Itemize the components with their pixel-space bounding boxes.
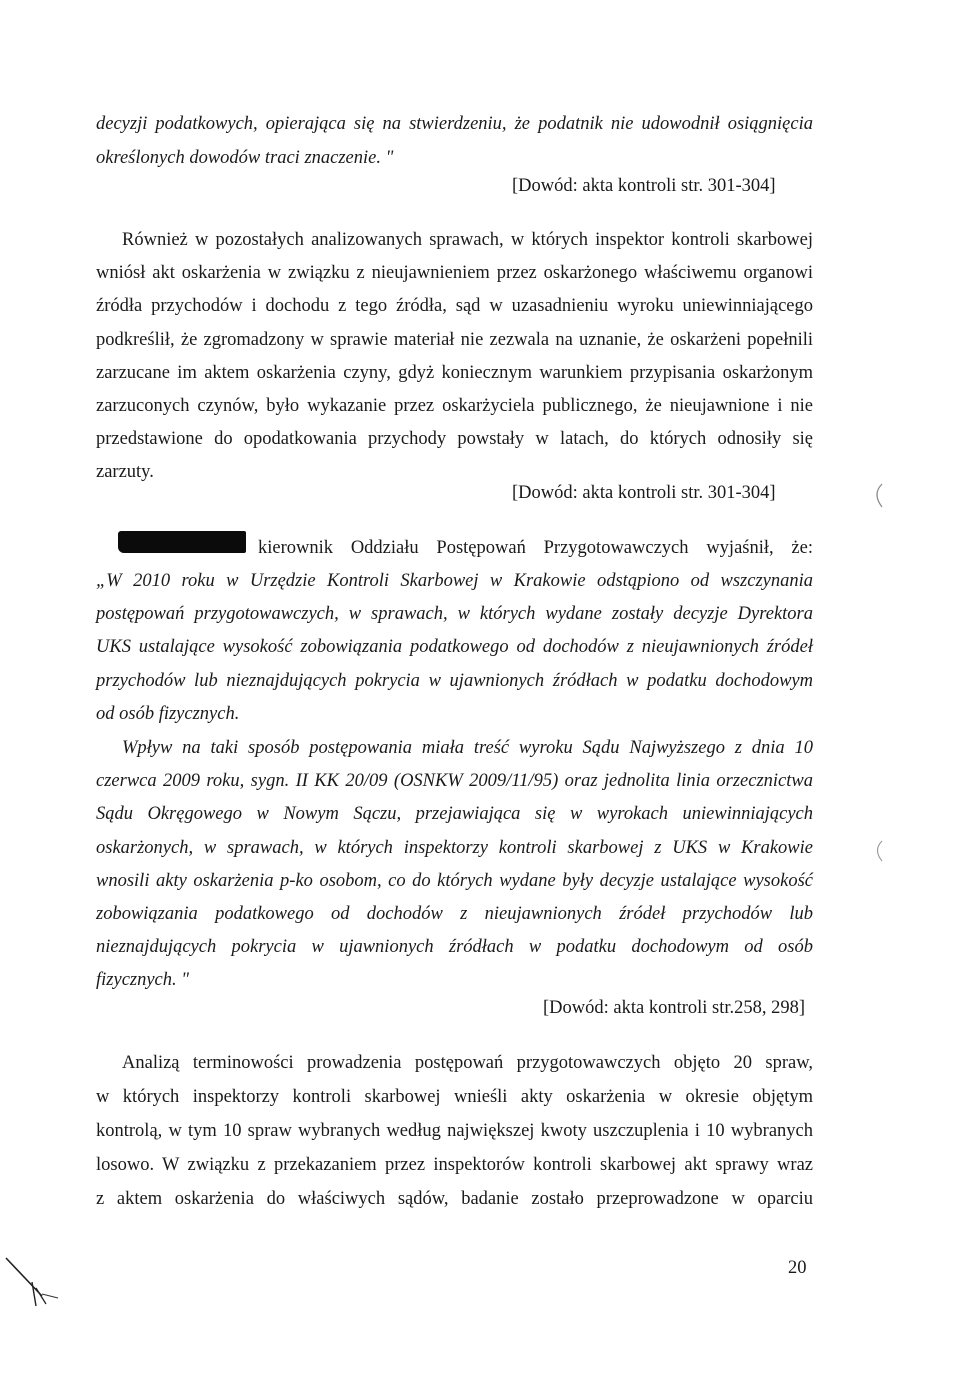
scan-mark [868,480,886,510]
scan-mark [870,838,886,864]
text-line: zarzucane im aktem oskarżenia czyny, gdyż koniecznym warunkiem przypisania oskarżonym [96,362,813,383]
text-line: Sądu Okręgowego w Nowym Sączu, przejawiająca się w wyrokach uniewinniających [96,804,813,825]
evidence-reference: [Dowód: akta kontroli str.258, 298] [543,998,806,1018]
body-paragraph [96,1046,813,1216]
text-line: Również w pozostałych analizowanych sprawach, w których inspektor kontroli skarbowej [122,230,813,250]
text-line: kontrolą, w tym 10 spraw wybranych według największej kwoty uszczuplenia i 10 wybranych [96,1121,813,1141]
page-number: 20 [788,1258,807,1278]
text-line: nieznajdujących pokrycia w ujawnionych źródłach w podatku dochodowym od osób [96,937,813,958]
text-line: z aktem oskarżenia do właściwych sądów, badanie zostało przeprowadzone w oparciu [96,1189,813,1209]
corner-scribble [2,1254,72,1314]
text-line: oskarżonych, w sprawach, w których inspektorzy kontroli skarbowej z UKS w Krakowie [96,837,813,858]
text-line: podkreślił, że zgromadzony w sprawie materiał nie zezwala na uznanie, że oskarżeni popełnili [96,329,813,350]
text-line: zarzuty. [96,462,154,483]
redaction-bar [118,531,246,553]
text-line: zarzuconych czynów, było wykazanie przez oskarżyciela publicznego, że nieujawnione i nie [96,396,813,417]
text-line: losowo. W związku z przekazaniem przez inspektorów kontroli skarbowej akt sprawy wraz [96,1155,813,1175]
text-line: od osób fizycznych. [96,703,240,724]
text-line: decyzji podatkowych, opierająca się na stwierdzeniu, że podatnik nie udowodnił osiągnięcia [96,114,813,134]
text-line: przedstawione do opodatkowania przychody powstały w latach, do których odnosiły się [96,429,813,450]
text-line: określonych dowodów traci znaczenie. " [96,148,394,168]
body-paragraph [96,224,813,490]
text-line: Wpływ na taki sposób postępowania miała treść wyroku Sądu Najwyższego z dnia 10 [122,738,813,758]
text-line: postępowań przygotowawczych, w sprawach, w których wydane zostały decyzje Dyrektora [96,604,813,625]
text-line: fizycznych. " [96,970,190,991]
text-line: czerwca 2009 roku, sygn. II KK 20/09 (OSNKW 2009/11/95) oraz jednolita linia orzecznictwa [96,771,813,792]
text-line: UKS ustalające wysokość zobowiązania podatkowego od dochodów z nieujawnionych źródeł [96,637,813,658]
evidence-reference: [Dowód: akta kontroli str. 301-304] [512,483,776,503]
text-line: wnosili akty oskarżenia p-ko osobom, co do których wydane były decyzje ustalające wysokość [96,870,813,891]
text-line: przychodów lub nieznajdujących pokrycia w ujawnionych źródłach w podatku dochodowym [96,670,813,691]
quote-paragraph [96,732,813,998]
text-line: zobowiązania podatkowego od dochodów z nieujawnionych źródeł przychodów lub [96,904,813,925]
quote-continuation [96,107,813,175]
text-line: kierownik Oddziału Postępowań Przygotowawczych wyjaśnił, że: [258,538,813,558]
quote-paragraph [96,565,813,731]
text-line: wniósł akt oskarżenia w związku z nieujawnieniem przez oskarżonego właściwemu organowi [96,263,813,284]
text-line: w których inspektorzy kontroli skarbowej wnieśli akty oskarżenia w okresie objętym [96,1087,813,1107]
evidence-reference: [Dowód: akta kontroli str. 301-304] [512,176,776,196]
speaker-line [258,531,813,565]
text-line: Analizą terminowości prowadzenia postępowań przygotowawczych objęto 20 spraw, [122,1053,813,1073]
text-line: źródła przychodów i dochodu z tego źródła, sąd w uzasadnieniu wyroku uniewinniającego [96,296,813,317]
text-line: „W 2010 roku w Urzędzie Kontroli Skarbowej w Krakowie odstąpiono od wszczynania [96,571,813,591]
